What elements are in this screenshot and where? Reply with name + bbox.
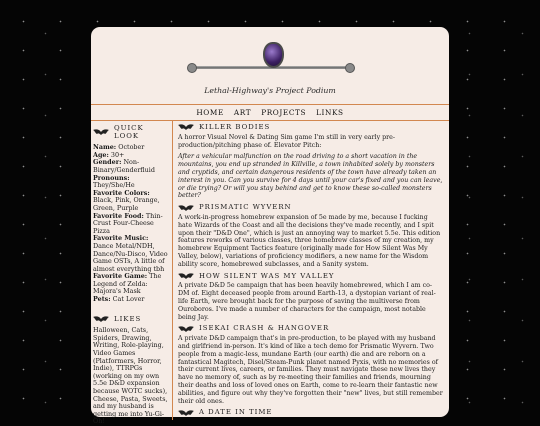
site-title: Lethal-Highway's Project Podium [204, 86, 336, 95]
main-content [176, 120, 447, 420]
crystal-gem-icon [263, 42, 284, 68]
project-isekai-crash [178, 325, 443, 405]
bat-wings-icon [178, 326, 194, 333]
bat-wings-icon [93, 316, 109, 323]
project-description: A horror Visual Novel & Dating Sim game I'm still in very early pre-production/pitching phase of. Elevator Pitch: [178, 133, 396, 149]
project-prismatic-wyvern [178, 204, 443, 268]
project-title: PRISMATIC WYVERN [199, 203, 292, 212]
likes-heading: LIKES [114, 314, 142, 323]
rod-cap-left [187, 63, 197, 73]
project-title: HOW SILENT WAS MY VALLEY [199, 271, 335, 280]
bat-wings-icon [93, 129, 109, 136]
nav-home[interactable]: HOME [196, 108, 224, 117]
project-pitch: After a vehicular malfunction on the road driving to a short vacation in the mountains, you end up stranded in Killville, a town inhabited solely by monsters and cryptids, and certain dangerous residents of the town have already taken an interest in you. Can you survive for 4 days until your car's fixed and you can leave, or die trying? Or will you stay behind and get to know these so-called monsters better? [178, 153, 443, 200]
page-panel [91, 27, 449, 426]
likes-text: Halloween, Cats, Spiders, Drawing, Writing, Role-playing, Video Games (Platformers, Horror, Indie), TTRPGs (working on my own 5.5e D&D expansion because WOTC sucks), Cheese, Pasta, Sweets, and my husband is getting me into Yu-Gi-Oh! [93, 326, 168, 426]
project-header [178, 273, 443, 281]
quick-look-row: Favorite Music: Dance Metal/NDH, Dance/Nu-Disco, Video Game OSTs, A little of almost everything tbh [93, 234, 168, 273]
project-description: A work-in-progress homebrew expansion of 5e made by me, because I fucking hate Wizards of the Coast and all the decisions they've made recently, and I spit upon their "D&D One", which is just an annoying way to market 5.5e. This edition features reworks of various classes, three homebrew classes of my creation, my homebrew Equipment Tactics feature (originally made for How Silent Was My Valley, below), variations of proficiency modifiers, a new name for the Wisdom ability score, homebrewed subclasses, and a Sanity system. [178, 213, 441, 268]
quick-look-heading: QUICK LOOK [114, 124, 144, 140]
quick-look-row: Name: October [93, 143, 145, 152]
bat-wings-icon [178, 273, 194, 280]
quick-look-row: Pronouns: They/She/He [93, 173, 135, 190]
project-a-date-in-time [178, 409, 443, 417]
main-nav [91, 104, 449, 121]
quick-look-row: Favorite Game: The Legend of Zelda: Majora's Mask [93, 272, 162, 296]
project-header [178, 124, 443, 132]
project-header [178, 409, 443, 417]
nav-art[interactable]: ART [233, 108, 252, 117]
likes-header [93, 316, 170, 324]
nav-links[interactable]: LINKS [316, 108, 344, 117]
project-header [178, 325, 443, 333]
sidebar [91, 120, 173, 426]
bat-wings-icon [178, 410, 194, 417]
project-title: ISEKAI CRASH & HANGOVER [199, 324, 330, 333]
nav-projects[interactable]: PROJECTS [261, 108, 307, 117]
project-description: A private D&D 5e campaign that has been heavily homebrewed, which I am co-DM of. Eight deceased people from around Earth-13, a dystopian variant of real-life Earth, were brought back for the purpose of saving the multiverse from Ouroboros. I've made a number of characters for the campaign, most notable being Jay. [178, 282, 436, 321]
bat-wings-icon [178, 124, 194, 131]
header [91, 27, 449, 103]
project-description: A private D&D campaign that's in pre-production, to be played with my husband and girlfriend in-person. It's kind of like a tech demo for Prismatic Wyvern. Two people from a magic-less, mundane Earth (our earth) die and are reborn on a fantastical Magitech, Disel/Steam-Punk planet named Pyxis, with no memories of their current lives, careers, or families. They must navigate these new lives they have no memory of, such as by re-meeting their families and friends, mourning their deaths and loss of loved ones on Earth, come to re-learn their fantastic new abilities, and figure out why they've forgotten their "new" lives, but still remember their old ones. [178, 335, 443, 405]
quick-look-row: Gender: Non-Binary/Genderfluid [93, 158, 155, 174]
quick-look-row: Pets: Cat Lover [93, 295, 145, 304]
project-title: KILLER BODIES [199, 123, 271, 131]
quick-look-row: Favorite Colors: Black, Pink, Orange, Green, Purple [93, 188, 160, 212]
project-killer-bodies [178, 124, 443, 200]
project-header [178, 204, 443, 212]
quick-look-header [93, 125, 170, 140]
project-how-silent [178, 273, 443, 322]
quick-look-list [93, 144, 170, 303]
bat-wings-icon [178, 205, 194, 212]
quick-look-row: Age: 30+ [93, 150, 125, 159]
project-title: A DATE IN TIME [199, 408, 273, 417]
rod-cap-right [345, 63, 355, 73]
quick-look-row: Favorite Food: Thin-Crust Four-Cheese Pizza [93, 211, 163, 235]
